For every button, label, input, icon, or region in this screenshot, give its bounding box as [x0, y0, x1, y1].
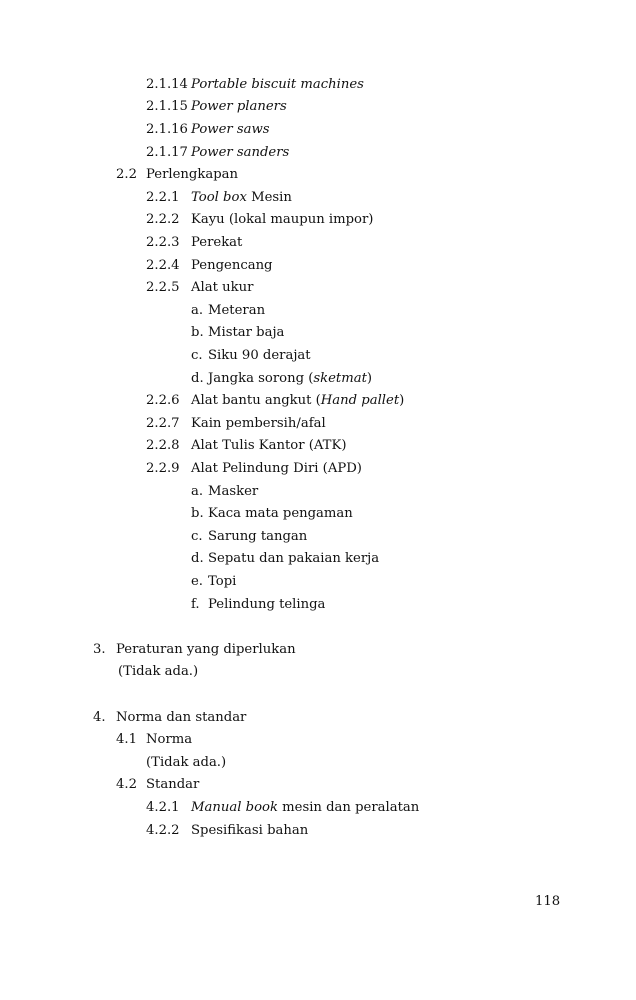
item-text: [208, 348, 311, 364]
item-number: e.: [191, 574, 203, 589]
item-number: 4.1: [116, 732, 137, 747]
item-number: 2.2.5: [146, 280, 180, 295]
item-text-plain: Alat Tulis Kantor (ATK): [191, 438, 347, 453]
item-text-plain: Meteran: [208, 303, 266, 318]
item-number: 2.2: [116, 167, 137, 182]
item-text: [146, 732, 192, 748]
item-text-suffix: ): [366, 371, 373, 386]
item-text: [191, 393, 404, 409]
item-text: [191, 212, 373, 228]
item-text-plain: Jangka sorong (: [208, 371, 314, 386]
item-text-plain: Norma dan standar: [116, 710, 247, 725]
item-text-italic: sketmat: [313, 371, 367, 386]
item-text: [208, 371, 372, 387]
item-text-plain: Spesifikasi bahan: [191, 823, 309, 838]
item-text-italic: Hand pallet: [320, 393, 400, 408]
item-number: b.: [191, 506, 204, 521]
item-text: [118, 664, 198, 680]
item-text: [146, 755, 226, 771]
item-text: [208, 529, 307, 545]
item-number: 2.1.14: [146, 77, 188, 92]
item-number: 2.2.8: [146, 438, 180, 453]
item-number: c.: [191, 529, 203, 544]
item-text-plain: Pelindung telinga: [208, 597, 326, 612]
item-number: 2.1.15: [146, 99, 188, 114]
item-text: [191, 258, 273, 274]
item-text-suffix: Mesin: [246, 190, 292, 205]
item-text-plain: Alat bantu angkut (: [191, 393, 321, 408]
item-text: [208, 325, 284, 341]
item-number: 2.2.2: [146, 212, 180, 227]
item-number: 4.2.2: [146, 823, 180, 838]
item-number: 2.2.3: [146, 235, 180, 250]
item-text-plain: Alat ukur: [191, 280, 254, 295]
item-number: 4.2: [116, 777, 137, 792]
item-number: 2.2.9: [146, 461, 180, 476]
item-number: 2.2.6: [146, 393, 180, 408]
item-number: 2.1.16: [146, 122, 188, 137]
item-number: 4.2.1: [146, 800, 180, 815]
item-text: [146, 777, 199, 793]
item-number: d.: [191, 551, 204, 566]
item-text-plain: Pengencang: [191, 258, 273, 273]
item-text-plain: Perekat: [191, 235, 243, 250]
item-text: [116, 710, 246, 726]
item-text: [208, 551, 379, 567]
item-text: [191, 461, 362, 477]
item-text-suffix: mesin dan peralatan: [277, 800, 420, 815]
item-text-plain: Kain pembersih/afal: [191, 416, 326, 431]
item-text-italic: Tool box: [191, 190, 247, 205]
item-text-plain: (Tidak ada.): [118, 664, 199, 679]
item-text-italic: Power sanders: [191, 145, 290, 160]
item-text: [208, 484, 258, 500]
item-text: [191, 438, 346, 454]
item-text-italic: Portable biscuit machines: [191, 77, 364, 92]
item-text-plain: Mistar baja: [208, 325, 285, 340]
item-text: [191, 416, 326, 432]
item-text: [191, 99, 287, 115]
item-text-plain: Sepatu dan pakaian kerja: [208, 551, 380, 566]
item-number: 2.2.7: [146, 416, 180, 431]
item-text: [191, 823, 308, 839]
item-text-plain: Topi: [208, 574, 237, 589]
item-number: 2.2.1: [146, 190, 180, 205]
item-text-italic: Power planers: [191, 99, 287, 114]
item-number: a.: [191, 484, 204, 499]
item-text-italic: Power saws: [191, 122, 270, 137]
item-text: [191, 190, 292, 206]
item-text-plain: Standar: [146, 777, 200, 792]
item-text-plain: Masker: [208, 484, 259, 499]
item-number: 3.: [93, 642, 106, 657]
item-text: [191, 235, 242, 251]
item-text-plain: Alat Pelindung Diri (APD): [191, 461, 362, 476]
item-text: [191, 800, 419, 816]
item-text-italic: Manual book: [191, 800, 278, 815]
item-number: 4.: [93, 710, 106, 725]
item-text: [208, 303, 265, 319]
item-text: [191, 122, 270, 138]
item-number: 2.1.17: [146, 145, 188, 160]
item-text: [191, 280, 253, 296]
item-text: [116, 642, 296, 658]
item-number: 2.2.4: [146, 258, 180, 273]
item-text-plain: Siku 90 derajat: [208, 348, 311, 363]
item-number: f.: [191, 597, 200, 612]
page-number: 118: [535, 894, 561, 909]
item-number: b.: [191, 325, 204, 340]
item-text: [146, 167, 238, 183]
item-text-plain: Kayu (lokal maupun impor): [191, 212, 374, 227]
item-text: [191, 77, 364, 93]
item-text: [208, 597, 325, 613]
item-text: [191, 145, 289, 161]
item-number: d.: [191, 371, 204, 386]
item-text-plain: Peraturan yang diperlukan: [116, 642, 296, 657]
item-text-suffix: ): [399, 393, 405, 408]
item-text-plain: Norma: [146, 732, 193, 747]
item-text-plain: Kaca mata pengaman: [208, 506, 353, 521]
item-text: [208, 574, 236, 590]
item-text-plain: (Tidak ada.): [146, 755, 227, 770]
item-text-plain: Sarung tangan: [208, 529, 308, 544]
item-number: a.: [191, 303, 204, 318]
item-text-plain: Perlengkapan: [146, 167, 238, 182]
item-number: c.: [191, 348, 203, 363]
item-text: [208, 506, 353, 522]
